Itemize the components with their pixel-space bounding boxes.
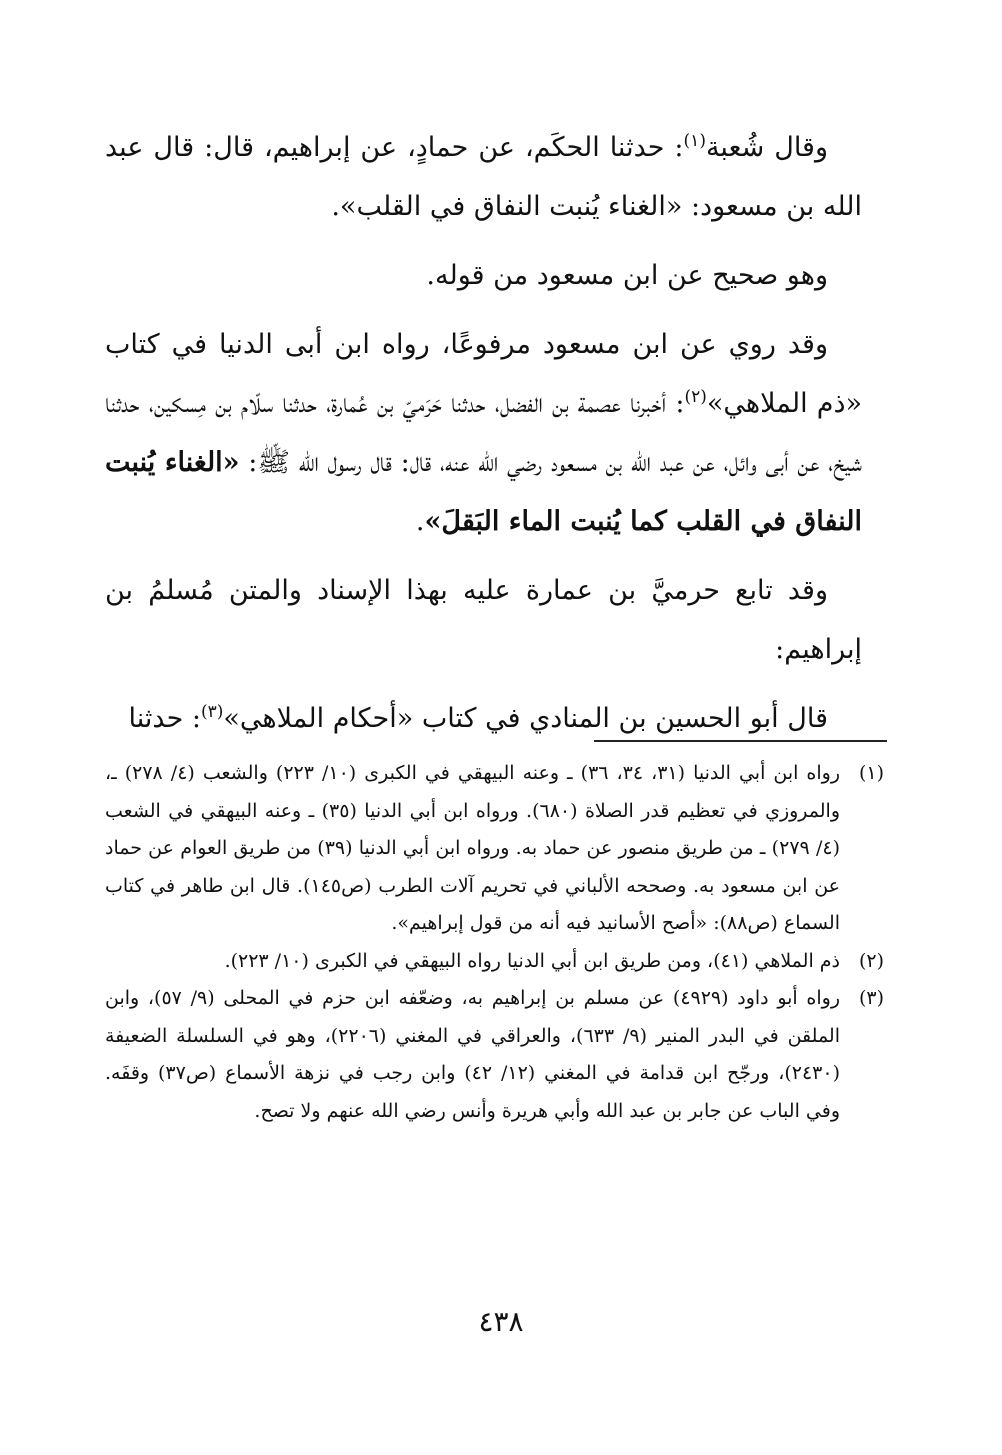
paragraph-3-end: . <box>415 506 425 537</box>
page-number: ٤٣٨ <box>478 1305 524 1338</box>
footnote-ref-2: (٢) <box>684 387 707 407</box>
footnote-ref-3: (٣) <box>200 702 224 722</box>
paragraph-5-rest: : حدثنا <box>128 703 201 734</box>
footnote-number: (١) <box>858 762 884 784</box>
paragraph-5-start: قال أبو الحسين بن المنادي في كتاب «أحكام الملاهي» <box>223 703 828 734</box>
footnote-3 <box>105 980 884 1130</box>
footnote-text: رواه ابن أبي الدنيا (٣١، ٣٤، ٣٦) ـ وعنه البيهقي في الكبرى (١٠/ ٢٢٣) والشعب (٤/ ٢٧٨) ـ، والمروزي في تعظيم قدر الصلاة (٦٨٠). ورواه ابن أبي الدنيا (٣٥) ـ وعنه البيهقي في الشعب (٤/ ٢٧٩) ـ من طريق منصور عن حماد به. ورواه ابن أبي الدنيا (٣٩) من طريق العوام عن حماد عن ابن مسعود به. وصححه الألباني في تحريم آلات الطرب (ص١٤٥). قال ابن طاهر في كتاب السماع (ص٨٨): «أصح الأسانيد فيه أنه من قول إبراهيم». <box>105 762 841 934</box>
footnote-number: (٢) <box>858 949 884 972</box>
paragraph-3-start: وقد روي عن ابن مسعود مرفوعًا، رواه ابن أبى الدنيا في كتاب «ذم الملاهي» <box>105 329 862 419</box>
paragraph-4: وقد تابع حرميَّ بن عمارة عليه بهذا الإسناد والمتن مُسلمُ بن إبراهيم: <box>105 575 862 665</box>
footnote-ref-1: (١) <box>683 131 706 151</box>
paragraph-2: وهو صحيح عن ابن مسعود من قوله. <box>426 260 828 291</box>
hadith-quote: «الغناء يُنبت النفاق في القلب كما يُنبت الماء البَقلَ» <box>105 447 862 537</box>
main-text <box>105 118 862 748</box>
paragraph-1-rest: : حدثنا الحكَم، عن حمادٍ، عن إبراهيم، قال: قال عبد الله بن مسعود: «الغناء يُنبت النفاق في القلب». <box>105 132 862 222</box>
footnote-separator <box>594 740 887 742</box>
paragraph-1-start: وقال شُعبة <box>705 132 828 163</box>
footnotes <box>105 755 884 1130</box>
paragraph-3 <box>105 315 862 551</box>
paragraph-3-middle: : أخبرنا عصمة بن الفضل، حدثنا حَرَميّ بن عُمارة، حدثنا سلّام بن مِسكين، حدثنا شيخ، عن أبى وائل، عن عبد الله بن مسعود رضي الله عنه، قال: قال رسول الله ﷺ: <box>105 388 862 478</box>
footnote-2 <box>105 943 884 981</box>
footnote-number: (٣) <box>858 987 884 1009</box>
footnote-text: رواه أبو داود (٤٩٢٩) عن مسلم بن إبراهيم به، وضعّفه ابن حزم في المحلى (٩/ ٥٧)، وابن الملقن في البدر المنير (٩/ ٦٣٣)، والعراقي في المغني (٢٢٠٦)، وهو في السلسلة الضعيفة (٢٤٣٠)، ورجّح ابن قدامة في المغني (١٢/ ٤٢) وابن رجب في نزهة الأسماع (ص٣٧) وقفَه. وفي الباب عن جابر بن عبد الله وأبي هريرة وأنس رضي الله عنهم ولا تصح. <box>105 987 841 1122</box>
footnote-text: ذم الملاهي (٤١)، ومن طريق ابن أبي الدنيا رواه البيهقي في الكبرى (١٠/ ٢٢٣). <box>224 949 840 972</box>
footnote-1 <box>105 755 884 943</box>
paragraph-1 <box>105 118 862 236</box>
